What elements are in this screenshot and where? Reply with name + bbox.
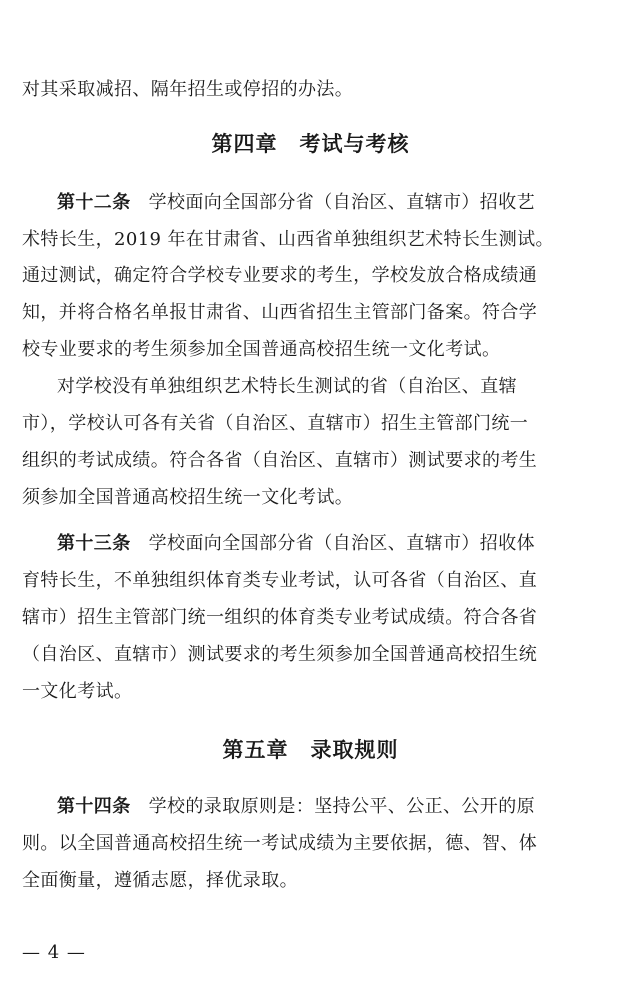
paragraph-line: 对学校没有单独组织艺术特长生测试的省（自治区、直辖: [57, 376, 517, 397]
article-14-line: [57, 795, 597, 819]
paragraph-line: 对其采取减招、隔年招生或停招的办法。: [22, 79, 354, 100]
paragraph-line: 市），学校认可各有关省（自治区、直辖市）招生主管部门统一: [22, 413, 529, 434]
paragraph-line: 通过测试，确定符合学校专业要求的考生，学校发放合格成绩通: [22, 265, 538, 286]
chapter-heading-5: [0, 736, 621, 764]
chapter-title: 录取规则: [310, 738, 399, 762]
article-label: 第十二条: [57, 192, 131, 213]
page-number: — 4 —: [22, 942, 86, 963]
chapter-heading-4: [0, 130, 621, 158]
chapter-title: 考试与考核: [299, 132, 410, 156]
paragraph-line: 全面衡量，遵循志愿，择优录取。: [22, 870, 298, 891]
paragraph-line: 校专业要求的考生须参加全国普通高校招生统一文化考试。: [22, 339, 501, 360]
paragraph-line: （自治区、直辖市）测试要求的考生须参加全国普通高校招生统: [22, 644, 538, 665]
paragraph-line: 须参加全国普通高校招生统一文化考试。: [22, 487, 354, 508]
paragraph-line: 一文化考试。: [22, 681, 133, 702]
paragraph-line: 术特长生，2019 年在甘肃省、山西省单独组织艺术特长生测试。: [22, 229, 554, 250]
paragraph-line: 则。以全国普通高校招生统一考试成绩为主要依据，德、智、体: [22, 833, 538, 854]
chapter-number: 第四章: [211, 132, 278, 156]
paragraph-line: 知，并将合格名单报甘肃省、山西省招生主管部门备案。符合学: [22, 302, 538, 323]
article-text: 学校面向全国部分省（自治区、直辖市）招收艺: [148, 192, 536, 213]
paragraph-line: 组织的考试成绩。符合各省（自治区、直辖市）测试要求的考生: [22, 450, 538, 471]
chapter-number: 第五章: [222, 738, 289, 762]
article-text: 学校面向全国部分省（自治区、直辖市）招收体: [148, 533, 536, 554]
article-13-line: [57, 532, 597, 556]
article-label: 第十四条: [57, 796, 131, 817]
paragraph-line: 育特长生，不单独组织体育类专业考试，认可各省（自治区、直: [22, 570, 538, 591]
article-text: 学校的录取原则是：坚持公平、公正、公开的原: [148, 796, 536, 817]
article-label: 第十三条: [57, 533, 131, 554]
article-12-line: [57, 191, 597, 215]
paragraph-line: 辖市）招生主管部门统一组织的体育类专业考试成绩。符合各省: [22, 607, 538, 628]
